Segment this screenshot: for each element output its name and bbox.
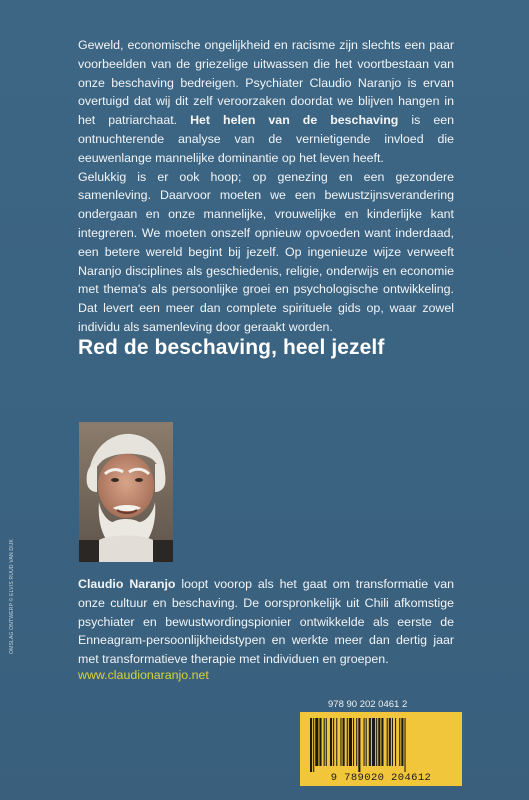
barcode-bar [401,718,403,766]
barcode-bars [300,712,462,774]
barcode-bar [353,718,354,766]
barcode-bar [310,718,312,772]
barcode-bar [326,718,327,766]
intro-p1-start: Geweld, economische ongelijkheid en racisme zijn slechts een paar voorbeelden van de griezelige uitwassen die het voortbestaan van onze beschaving bedreigen. Psychiater Claudio Naranjo is ervan overtuigd dat wij dit zelf veroorzaken doordat we blijven hangen in het patriarchaat. [78,38,454,128]
book-title-inline: Het helen van de beschaving [190,113,399,128]
barcode-bar [369,718,371,766]
author-bio-paragraph [78,575,454,669]
barcode-bar [405,718,406,772]
author-bio [78,575,454,669]
barcode-bar [347,718,348,766]
intro-paragraph-2: Gelukkig is er ook hoop; op genezing en een gezondere samenleving. Daarvoor moeten we een bewustzijnsverandering ondergaan en onze mannelijke, vrouwelijke en kinderlijke kant integreren. We moeten onszelf opnieuw opvoeden want inderdaad, een betere wereld begint bij jezelf. Op ingenieuze wijze verweeft Naranjo disciplines als geschiedenis, religie, onderwijs en economie met thema's als persoonlijke groei en psychologische ontwikkeling. Dat levert een meer dan complete spirituele gids op, waar zowel individu als samenleving door geraakt worden. [78,169,454,334]
author-portrait-image [79,422,173,562]
barcode-bar [376,718,377,766]
author-photo [79,422,173,562]
barcode-bar [340,718,341,766]
barcode-bar [399,718,400,766]
isbn-label: 978 90 202 0461 2 [328,699,408,710]
barcode-bar [364,718,365,766]
intro-paragraph-1 [78,36,454,168]
barcode-bar [372,718,375,766]
barcode-bar [395,718,396,766]
isbn-barcode [300,712,462,786]
barcode-bar [336,718,337,766]
barcode-bar [333,718,334,766]
barcode-bar [313,718,314,772]
barcode-bar [343,718,345,766]
barcode-bar [392,718,393,766]
intro-p1-end: is een ontnuchterende analyse van de vernietigende invloed die eeuwenlange mannelijke dominantie op het leven heeft. [78,113,454,165]
barcode-bar [378,718,380,766]
barcode-bar [356,718,357,766]
barcode-bar [330,718,332,766]
barcode-bar [366,718,367,766]
barcode-bar [319,718,321,766]
author-name: Claudio Naranjo [78,577,176,591]
barcode-bar [349,718,352,766]
author-website-link[interactable]: www.claudionaranjo.net [78,668,209,682]
barcode-bar [315,718,318,766]
intro-text [78,36,454,337]
barcode-digits: 9 789020 204612 [330,772,432,784]
barcode-bar [389,718,391,766]
cover-design-credit: OMSLAG ONTWERP © ELVIS RUUD VAN DIJK [9,538,15,654]
barcode-bar [381,718,383,766]
barcode-bar [387,718,388,766]
barcode-bar [324,718,325,766]
headline: Red de beschaving, heel jezelf [78,336,385,359]
author-bio-text: loopt voorop als het gaat om transformatie van onze cultuur en beschaving. De oorspronkelijk uit Chili afkomstige psychiater en bewustwordingspionier ontwikkelde als eerste de Enneagram-persoonlijkheidstypen en werkte meer dan dertig jaar met transformatieve therapie met individuen en groepen. [78,577,454,667]
barcode-bar [358,718,360,772]
